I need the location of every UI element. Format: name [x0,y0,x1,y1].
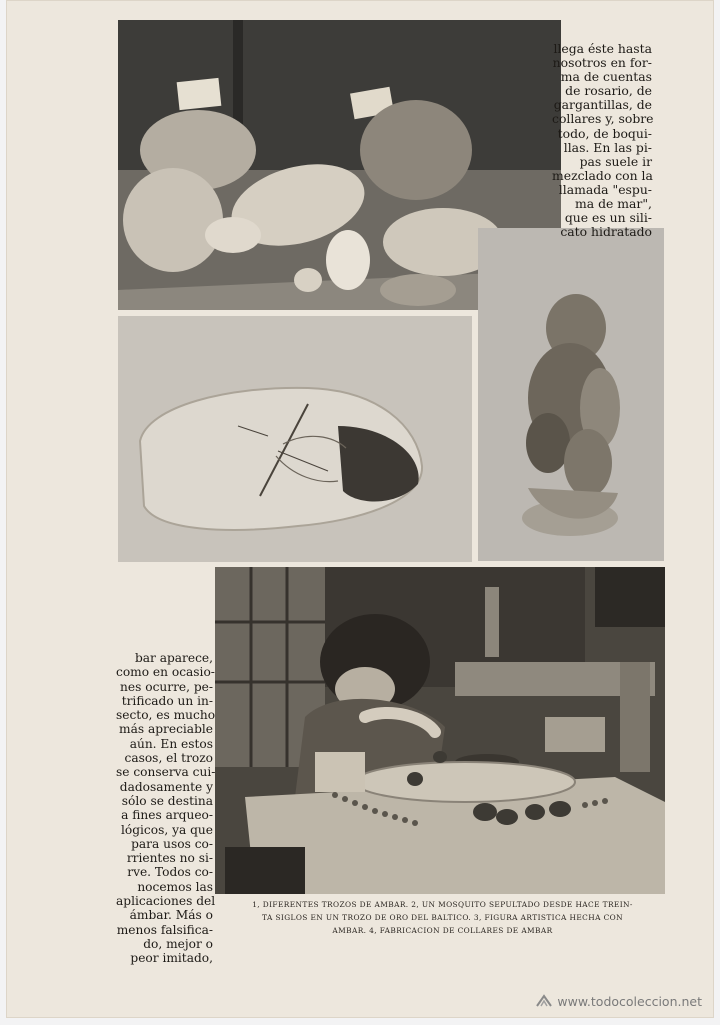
caption-line: TA SIGLOS EN UN TROZO DE ORO DEL BALTICO. 3, FIGURA ARTISTICA HECHA CON [262,913,623,922]
text-line: de rosario, de [565,83,652,99]
text-line: que es un sili- [564,210,652,226]
text-line: a fines arqueo- [121,808,213,823]
text-line: do, mejor o [143,936,213,951]
text-line: ma de cuentas [560,69,652,85]
photo-amber-figure [478,228,664,561]
text-line: nes ocurre, pe- [120,679,213,694]
text-line: trificado un in- [121,693,213,708]
todocoleccion-logo-icon [535,993,553,1009]
text-line: bar aparece, [134,651,213,665]
text-line: collares y, sobre [552,111,654,127]
text-line: ámbar. Más o [129,908,213,923]
text-line: menos falsifica- [116,922,213,937]
text-line: aún. En estos [129,736,213,751]
text-line: secto, es mucho [116,708,216,723]
text-line: todo, de boqui- [557,125,652,141]
text-line: casos, el trozo [124,751,213,766]
text-line: aplicaciones del [116,894,216,909]
magazine-page [6,0,714,1018]
text-line: ma de mar", [575,196,652,212]
text-line: rrientes no si- [126,851,213,866]
text-line: cato hidratado [560,224,652,240]
text-line: gargantillas, de [553,97,652,113]
text-line: peor imitado, [130,951,213,966]
text-line: llamada "espu- [558,181,652,197]
text-line: más apreciable [119,722,213,737]
text-line: se conserva cui- [116,765,216,780]
text-line: pas suele ir [579,153,652,169]
text-line: lógicos, ya que [121,822,213,837]
text-line: nosotros en for- [552,55,652,71]
text-line: dadosamente y [119,779,213,794]
photo-mosquito-amber [118,316,472,562]
caption-line: AMBAR. 4, FABRICACION DE COLLARES DE AMBAR [332,926,553,935]
text-line: como en ocasio- [116,665,215,680]
photo-caption [219,898,666,937]
photo-necklace-workshop [215,567,665,894]
text-line: llas. En las pi- [563,139,652,155]
text-line: mezclado con la [552,167,653,183]
text-line: para usos co- [131,836,213,851]
watermark [535,993,702,1009]
caption-line: 1, DIFERENTES TROZOS DE AMBAR. 2, UN MOSQUITO SEPULTADO DESDE HACE TREIN- [252,900,633,909]
text-line: llega éste hasta [553,41,652,56]
article-text-top [552,42,652,239]
text-line: nocemos las [137,879,213,894]
text-line: sólo se destina [121,793,213,808]
article-text-left [116,651,216,966]
watermark-text[interactable]: www.todocoleccion.net [557,993,702,1009]
text-line: rve. Todos co- [127,865,213,880]
